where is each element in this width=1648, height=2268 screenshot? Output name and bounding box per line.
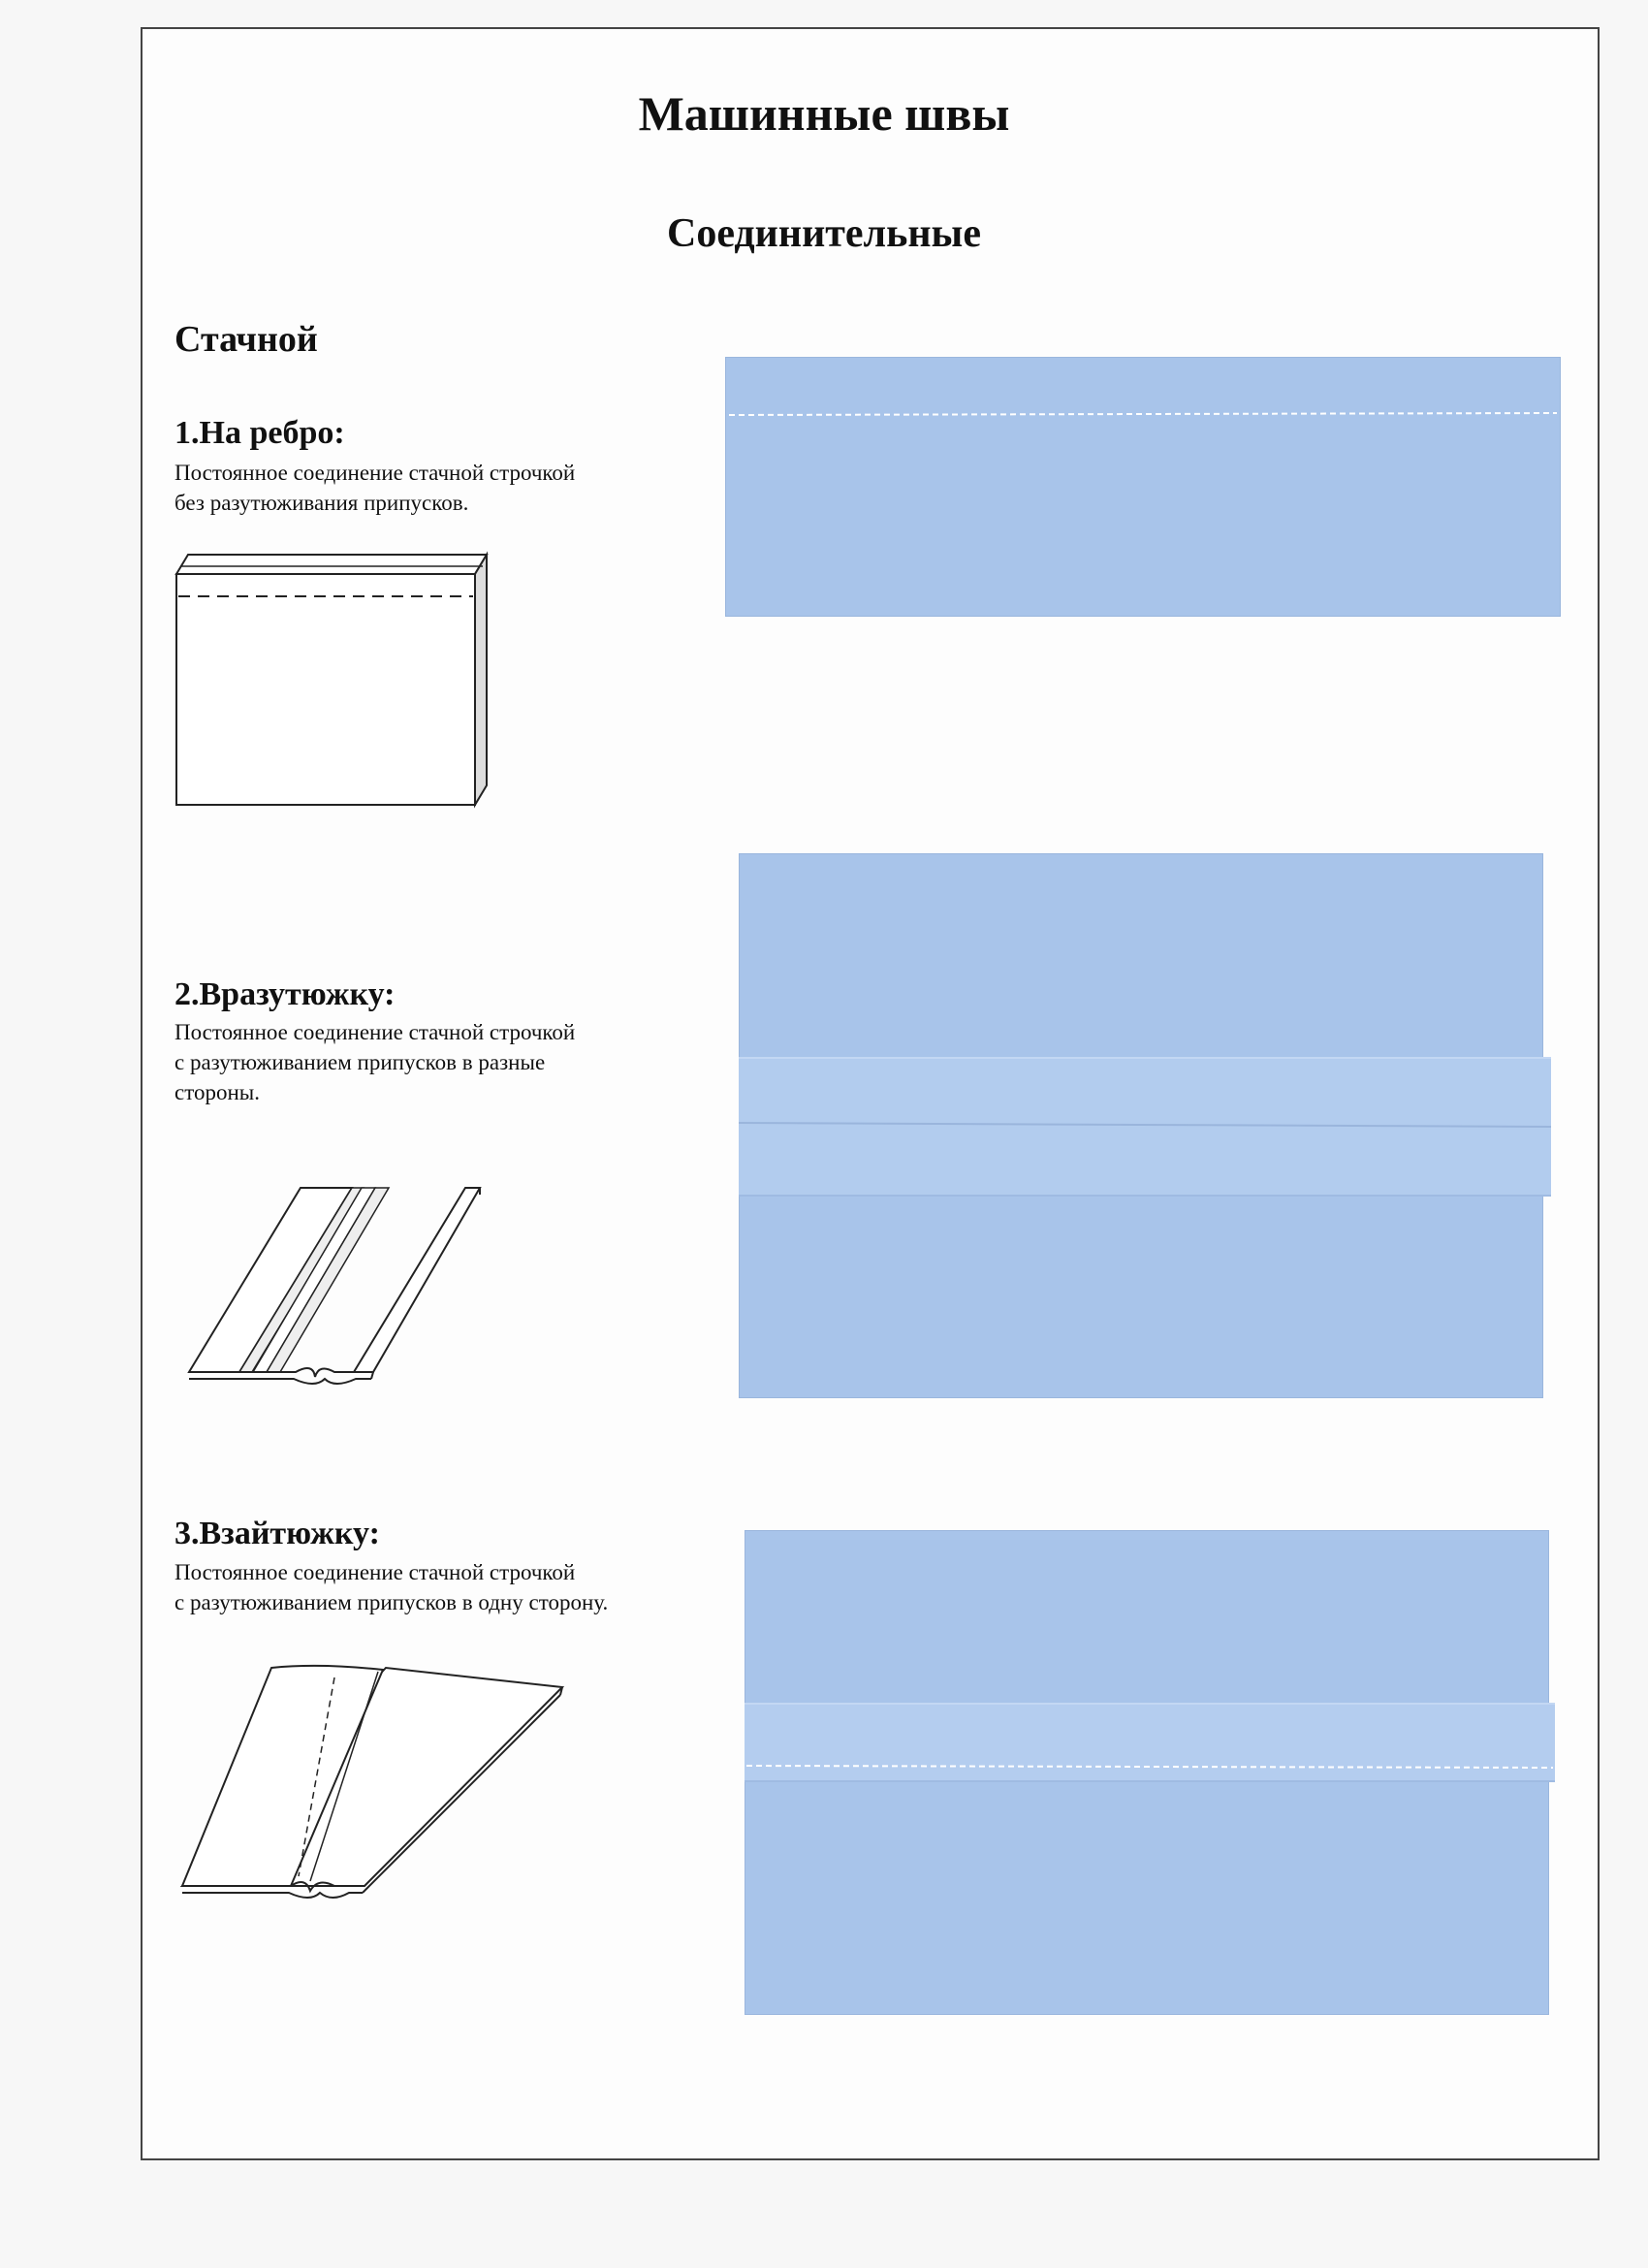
fabric-sample-1 [725,357,1561,617]
item-3-description: Постоянное соединение стачной строчкой с разутюживанием припусков в одну сторону. [174,1560,609,1614]
item-3-heading: 3.Взайтюжку: [174,1516,380,1551]
page-title: Машинные швы [638,86,1010,141]
seam-pressed-open-diagram-icon [179,1173,490,1387]
seam-pressed-to-side-diagram-icon [174,1648,572,1910]
fabric-sample-2 [739,853,1543,1398]
item-2-description: Постоянное соединение стачной строчкой с разутюживанием припусков в разные стороны. [174,1020,576,1104]
item-1-description: Постоянное соединение стачной строчкой без разутюживания припусков. [174,461,576,515]
seam-edge-diagram-icon [174,553,494,805]
fabric-sample-3 [745,1530,1549,2015]
section-title: Стачной [174,319,318,360]
page-subtitle: Соединительные [667,211,981,256]
item-1-heading: 1.На ребро: [174,415,345,451]
item-2-heading: 2.Вразутюжку: [174,976,396,1012]
